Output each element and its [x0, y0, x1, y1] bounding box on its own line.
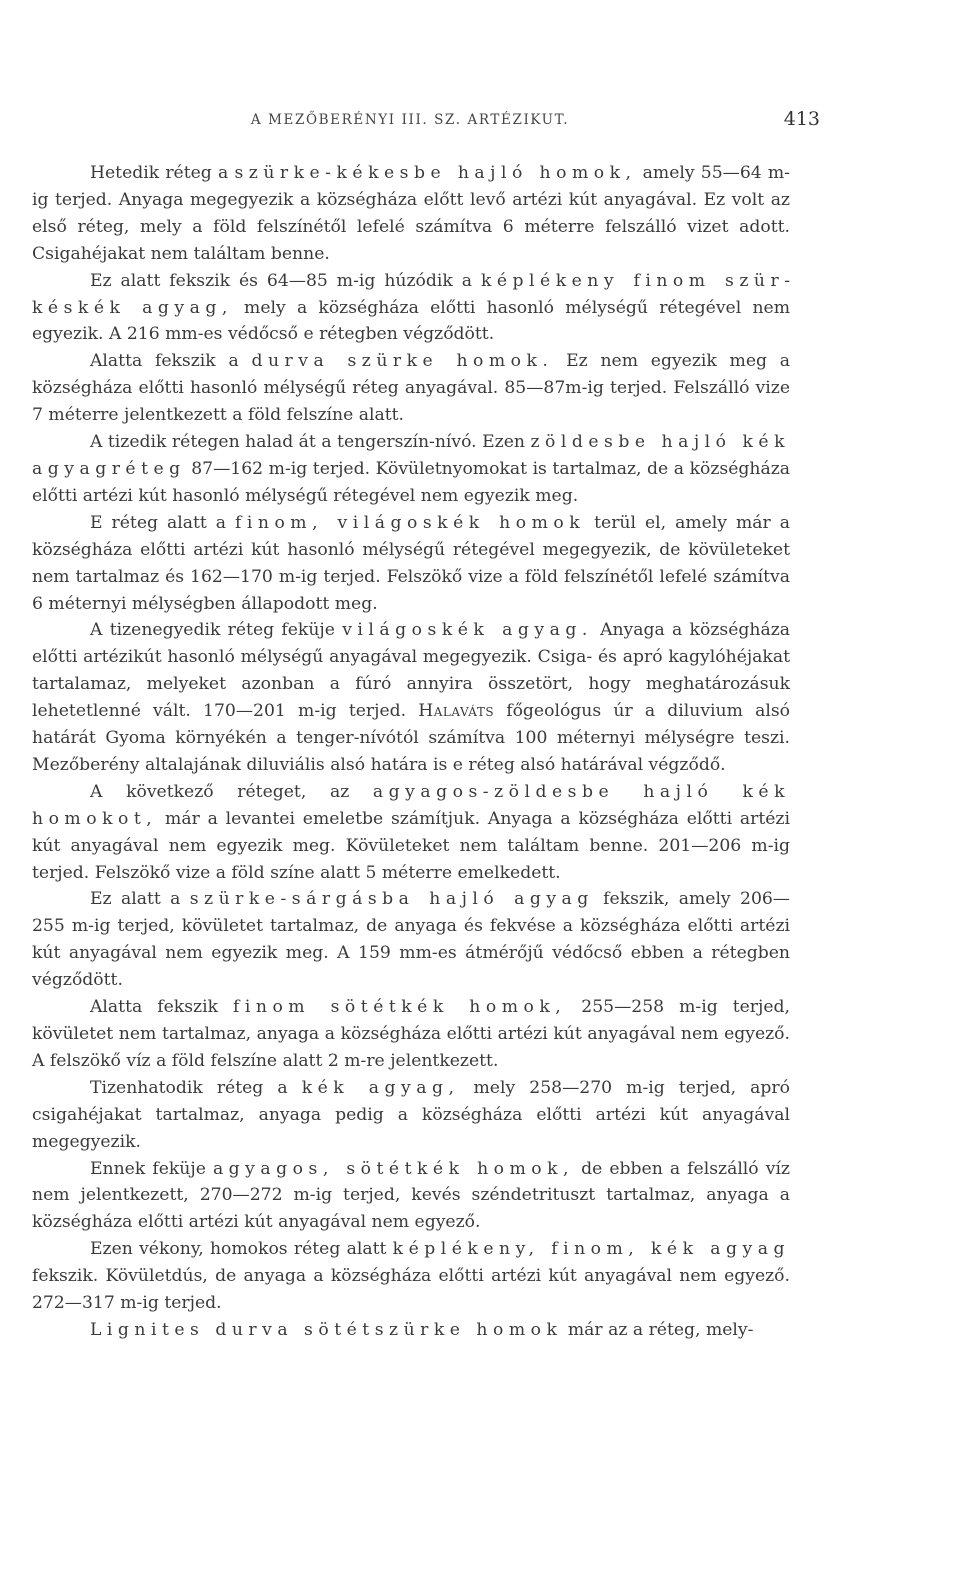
text-run: már az a réteg, mely- — [562, 1319, 754, 1340]
spaced-term: zöldesbe hajló kék agyagréteg — [32, 432, 790, 479]
spaced-term: szürke-kékesbe hajló homok, — [234, 163, 637, 183]
paragraph — [32, 429, 790, 510]
spaced-term: képlékeny finom szürkéskék agyag, — [32, 270, 790, 318]
text-run: 255—258 m-ig terjed, kövületet nem tartalmaz, anyaga a községháza előtti artézi kút anyagával nem egyező. A felszökő víz a föld felszíne alatt 2 m-re jelentkezett. — [32, 997, 790, 1071]
spaced-term: világoskék agyag. — [342, 620, 593, 641]
paragraph — [32, 348, 790, 429]
text-run: fekszik, amely 206—255 m-ig terjed, kövületet tartalmaz, de anyaga és fekvése a községháza előtti artézi kút anyagával nem egyezik meg. A 159 mm-es átmérőjű védőcső ebben a rétegben végződött. — [32, 889, 790, 991]
text-run: de ebben a felszálló víz nem jelentkezett, 270—272 m-ig terjed, kevés széndetrituszt tartalmaz, anyaga a községháza előtti artézi kút anyagával nem egyező. — [32, 1158, 790, 1233]
text-run: Ez alatt a — [90, 889, 190, 910]
text-run: már a levantei emeletbe számítjuk. Anyaga a községháza előtti artézi kút anyagával nem egyezik meg. Kövületeket nem találtam benne. 201—206 m-ig terjed. Felszökő vize a föld színe alatt 5 méterre emelkedett. — [32, 808, 790, 883]
text-run: 87—162 m-ig terjed. Kövületnyomokat is tartalmaz, de a községháza előtti artézi kút hasonló mélységű rétegével nem egyezik meg. — [32, 458, 790, 506]
paragraph — [32, 1075, 790, 1156]
paragraph — [32, 1156, 790, 1237]
text-run: Hetedik réteg a — [90, 163, 235, 183]
text-run: A tizenegyedik réteg feküje — [90, 620, 343, 641]
text-run: mely a községháza előtti hasonló mélységű rétegével nem egyezik. A 216 mm-es védőcső e rétegben végződött. — [32, 297, 790, 345]
spaced-term: finom, világoskék homok — [235, 512, 586, 533]
text-run: Ez nem egyezik meg a községháza előtti hasonló mélységű réteg anyagával. 85—87m-ig terjed. Felszálló vize 7 méterre jelentkezett a föld felszíne alatt. — [32, 351, 791, 426]
spaced-term: agyagos, sötétkék homok, — [212, 1158, 575, 1179]
text-run: E réteg alatt a — [90, 512, 236, 533]
paragraph — [32, 268, 790, 349]
text-run: Anyaga a községháza előtti artézikút hasonló mélységű anyagával megegyezik. Csiga- és apró kagylóhéjakat tartalamaz, melyeket azonban a fúró annyira összetört, hogy meghatározásuk lehetetlenné vált. 170—201 m-ig terjed. — [32, 620, 790, 722]
paragraph — [32, 510, 790, 618]
paragraph — [32, 1236, 790, 1317]
text-run: Alatta fekszik — [90, 997, 234, 1018]
spaced-term: szürke-sárgásba hajló agyag — [189, 889, 594, 910]
text-run: Tizenhatodik réteg a — [90, 1077, 302, 1098]
running-head: A MEZŐBERÉNYI III. SZ. ARTÉZIKUT. — [250, 112, 570, 128]
text-run: mely 258—270 m-ig terjed, apró csigahéjakat tartalmaz, anyaga pedig a községháza előtti artézi kút anyagával megegyezik. — [32, 1077, 790, 1152]
spaced-term: durva szürke homok. — [251, 351, 554, 372]
text-run: A következő réteget, az — [90, 781, 373, 802]
spaced-term: finom sötétkék homok, — [233, 997, 567, 1018]
spaced-term: agyagos-zöldesbe hajló kék homokot, — [32, 781, 790, 829]
paragraph — [32, 994, 790, 1075]
author-name: Halaváts — [418, 701, 495, 722]
text-run: Ezen vékony, homokos réteg alatt — [90, 1239, 393, 1260]
paragraph — [32, 779, 790, 887]
text-run: fekszik. Kövületdús, de anyaga a községháza előtti artézi kút anyagával nem egyező. 272—317 m-ig terjed. — [32, 1266, 790, 1314]
spaced-term: kék agyag, — [301, 1077, 460, 1098]
text-run: Ennek feküje — [90, 1158, 213, 1179]
spaced-term: Lignites durva sötétszürke homok — [90, 1319, 563, 1340]
paragraph — [32, 617, 790, 778]
paragraph — [32, 160, 790, 268]
text-run: amely 55—64 m-ig terjed. Anyaga megegyezik a községháza előtt levő artézi kút anyagával. Ez volt az első réteg, mely a föld felszínétől lefelé számítva 6 méterre felszálló vizet adott. Csigahéjakat nem találtam benne. — [32, 163, 790, 264]
text-run: Ez alatt fekszik és 64—85 m-ig húzódik a — [90, 270, 481, 291]
page-number: 413 — [783, 108, 820, 130]
text-run: A tizedik rétegen halad át a tengerszín-nívó. Ezen — [90, 432, 531, 453]
paragraph — [32, 886, 790, 994]
text-run: főgeológus úr a diluvium alsó határát Gyoma környékén a tenger-nívótól számítva 100 méternyi mélységre teszi. Mezőberény altalajának diluviális alsó határa is e réteg alsó határával végződő. — [32, 701, 790, 775]
text-run: Alatta fekszik a — [90, 351, 252, 372]
paragraph — [32, 1317, 790, 1344]
text-run: terül el, amely már a községháza előtti artézi kút hasonló mélységű rétegével megegyezik, de kövületeket nem tartalmaz és 162—170 m-ig terjed. Felszökő vize a föld felszínétől lefelé számítva 6 méternyi mélységben állapodott meg. — [32, 512, 790, 614]
spaced-term: képlékeny, finom, kék agyag — [392, 1239, 790, 1260]
body-text — [32, 160, 790, 1344]
page-header — [30, 108, 820, 140]
